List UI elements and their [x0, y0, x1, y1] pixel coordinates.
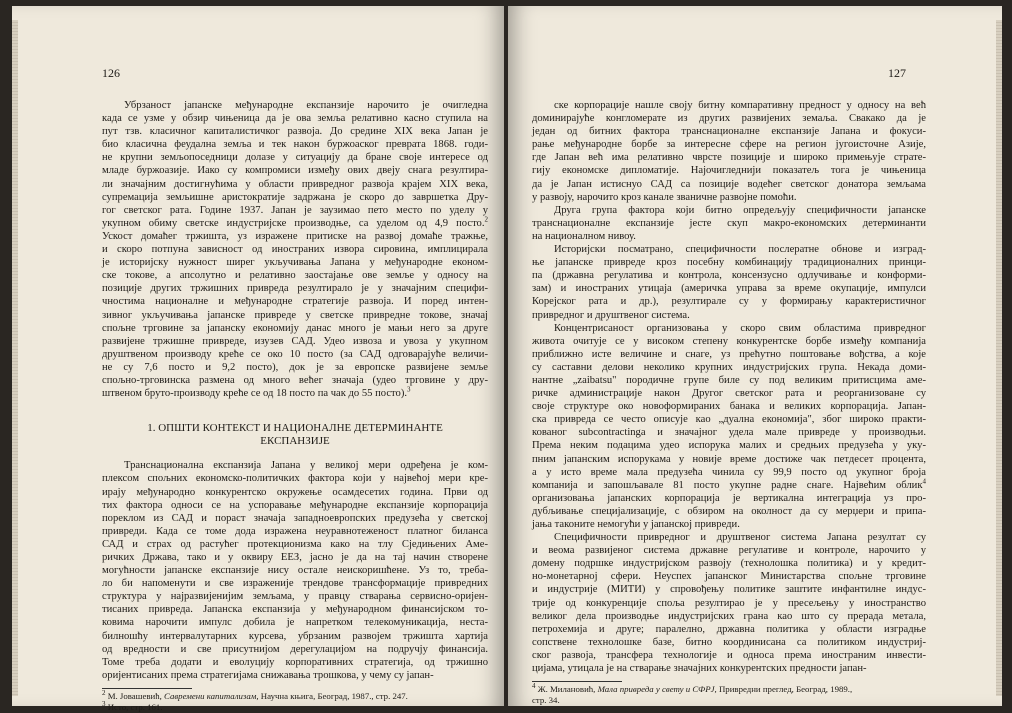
footnote: $^4$ Ж. Милановић, Мала привреда у свету и СФРЈ, Привредни преглед, Београд, 1989., [532, 682, 853, 695]
text-line: петрохемија и друге; паралелно, државна политика у области изградње [532, 623, 926, 635]
text-line: а у исто време мала предузећа чинила су 99,9 посто од укупног броја [532, 466, 926, 478]
text-line: доминирајуће конгломерате из других развијених земаља. Свакако да је [532, 113, 926, 125]
text-line: да је Јапан истиснуо САД са позиције водећег светског донатора земљама [532, 178, 926, 190]
text-line: један од битних фактора транснационалне експанзије Јапана и фокуси- [532, 126, 926, 138]
text-line: оријентисаних према стратегијама снижавања трошкова, у чему су јапан- [102, 669, 434, 681]
heading-line: 1. ОПШТИ КОНТЕКСТ И НАЦИОНАЛНЕ ДЕТЕРМИНАНТЕ [147, 422, 443, 435]
text-line: где Јапан већ има релативно чврсте позиције и широко примењује страте- [532, 152, 926, 164]
text-line: не крупни земљопоседници долазе у ситуацију да бране своје интересе од [102, 152, 488, 164]
text-line: чностима националне и међународне стратегије развоја. И поред интен- [102, 296, 488, 308]
footnote: $^2$ М. Јовашевић, Савремени капитализам, Научна књига, Београд, 1987., стр. 247. [102, 689, 408, 701]
text-line: и скоро потпуна зависност од иностраних извора сировина, имплицирала [102, 244, 488, 256]
text-line: сопствене технолошке базе, битно координисана са политиком индустриј- [532, 636, 926, 648]
text-line: живота очитује се у високом степену конкурентске борбе између компанија [532, 335, 926, 347]
text-line: у развоју, нарочито кроз канале званичне развојне помоћи. [532, 191, 797, 203]
text-line: и веома развијеног система државне регулативе и контроле, нарочито у [532, 545, 926, 557]
footnote-marker: 4 [922, 477, 926, 486]
page-edge [12, 20, 18, 696]
text-line: спољне трговине за јапанску економију данас много је мањи него за друге [102, 322, 488, 334]
text-line: укупном обиму светске индустријске производње, са уделом од 4,9 посто.$^2$ [102, 215, 488, 229]
text-line: САД и страх од растућег протекционизма како на тлу Сједињених Аме- [102, 538, 488, 550]
text-line: Томе треба додати и еволуцију корпоративних стратегија, од тржишно [102, 656, 488, 668]
text-line: ирају међународно конкурентско окружење осамдесетих година. Први од [102, 486, 488, 498]
text-line: ске корпорације нашле своју битну компаративну предност у односу на већ [554, 100, 926, 111]
text-line: младе буржоазије. Иако су компромиси између ових двеју снага резултира- [102, 165, 488, 177]
text-line: рање међународне борбе за интересне сфере на регион југоисточне Азије, [532, 139, 926, 151]
page-number-left: 126 [102, 66, 120, 80]
footnote: стр. 34. [532, 695, 560, 706]
section-heading [102, 422, 488, 448]
text-line: супремација земљишне аристократије задржана је скоро до завршетка Дру- [102, 191, 488, 203]
paragraph [532, 243, 926, 322]
text-line: приближно исте величине и снаге, уз прећутно поштовање вођства, а које [532, 348, 926, 360]
text-line: када се узме у обзир чињеница да је ова земља релативно касно ступила на [102, 113, 488, 125]
text-line: и индустрије (МИТИ) у спровођењу политике заштите инфантилне индус- [532, 584, 926, 596]
footnote-rule [102, 688, 192, 689]
text-line: друштвеном производу креће се око 10 посто (за САД одговарајуће величи- [102, 348, 488, 360]
page-number-right: 127 [888, 66, 906, 80]
text-line: спољно-трговинска размена од много већег значаја (удео трговине у дру- [102, 374, 488, 386]
text-line: Ускост домаћег тржишта, уз изражене притиске на развој домаће тражње, [102, 230, 488, 242]
text-line: ли значајним достигнућима у области привредног развоја крајем XIX века, [102, 178, 488, 190]
text-line: јања таконите немогући у јапанској привреди. [532, 519, 740, 530]
left-page [12, 6, 504, 712]
text-line: пут тзв. класичног капиталистичког развоја. До средине XIX века Јапан је [102, 126, 488, 138]
paragraph [102, 99, 488, 400]
text-line: нантне „zaibatsu" породичне групе биле су под великим притисцима аме- [532, 374, 926, 386]
text-line: развијене тржишне привреде, изузев САД. Удео извоза и увоза у укупном [102, 335, 488, 347]
text-line: су саставни делови неколико крупних индустријских група. Некада доми- [532, 361, 926, 373]
text-line: Корејског рата и др.), резултирале су у формирању карактеристичног [532, 296, 926, 308]
text-line: компанија и запошљавале 81 посто укупне радне снаге. Највећим облик$^4$ [532, 477, 926, 491]
heading-line: ЕКСПАНЗИЈЕ [260, 435, 330, 448]
footnote: $^3$ Исто, стр. 161. [102, 700, 163, 712]
text-line: пним јапанским испорукама у новије време достиже чак петдесет процента, [532, 453, 926, 465]
text-line: ло би напоменути и све израженије трендове трансформације привредних [102, 578, 488, 590]
paragraph [532, 204, 926, 243]
right-page [508, 6, 1002, 706]
text-line: структура у најразвијенијим земљама, у правцу стварања сервисно-оријен- [102, 591, 488, 603]
footnote-marker: 3 [407, 385, 411, 394]
text-line: могућности јапанске експанзије нису остале неискоришћене. Уз то, треба- [102, 565, 488, 577]
text-line: ковима нарочити импулс добила је напретком телекомуникација, неста- [102, 617, 488, 629]
text-line: ричких Држава, тако и у оквиру ЕЕЗ, јасно је да на тај начин створене [102, 552, 488, 563]
text-line: кованог subcontractinga и значајног удела мале привреде у производњи. [532, 427, 926, 439]
text-line: не су 7,6 посто и 9,2 посто), док је за европске развијене земље [102, 361, 488, 373]
text-line: од вредности и све присутнијом дерегулацијом на подручју финансија. [102, 643, 488, 655]
right-page-body [532, 99, 926, 706]
text-line: ска привреда се често описује као „дуална економија", због широко практи- [532, 414, 926, 426]
text-line: организовања јапанских корпорација је вертикална интеграција уз про- [532, 492, 926, 504]
text-line: дубљивање специјализације, с обзиром на околност да су мерџери и припа- [532, 505, 926, 517]
paragraph [532, 99, 926, 204]
footnote-rule [532, 681, 622, 682]
text-line: но-монетарној сфери. Неуспех јапанског Министарства спољне трговине [532, 571, 926, 583]
text-line: великог дела производње индустријских грана као што су прерада метала, [532, 610, 926, 622]
text-line: домену подршке индустријском развоју (технолошка политика) и у кредит- [532, 558, 926, 570]
text-line: Према неким подацима удео испорука малих и средњих предузећа у уку- [532, 440, 926, 452]
text-line: цијама, утицала је на стварање значајних конкурентских предности јапан- [532, 663, 867, 675]
text-line: Специфичности привредног и друштвеног система Јапана резултат су [554, 532, 926, 544]
text-line: тисаних привреда. Јапанска експанзија у међународном финансијском то- [102, 604, 488, 616]
text-line: је историјску нужност ширег укључивања Јапана у међународне економ- [102, 257, 488, 269]
text-line: Историјски посматрано, специфичности послератне обнове и изград- [554, 244, 926, 256]
text-line: позиције других тржишних привреда резултирало је у значајним специфи- [102, 283, 488, 295]
text-line: ског развоја, трансфера технологије и односа према иностраним инвести- [532, 649, 926, 661]
text-line: ричке администрације након Другог светског рата и реорганизоване су [532, 388, 926, 400]
text-line: своје структуре око новоформираних банака и великих корпорација. Јапан- [532, 401, 926, 413]
text-line: гог светског рата. Године 1937. Јапан је заузимао пето место по уделу у [102, 204, 488, 216]
footnote-marker: 2 [484, 215, 488, 224]
text-line: пореклом из САД и пораст значаја западноевропских предузећа у светској [102, 512, 488, 524]
text-line: Концентрисаност организовања у скоро свим областима привредног [554, 322, 926, 334]
page-edge [996, 20, 1002, 696]
text-line: привредног и друштвеног система. [532, 309, 690, 321]
paragraph [532, 322, 926, 532]
text-line: трије од конкуренције споља резултирао је у пресељењу у иностранство [532, 597, 926, 609]
text-line: Транснационална експанзија Јапана у великој мери одређена је ком- [124, 460, 488, 472]
text-line: тих фактора односи се на успоравање међународне експанзије корпорација [102, 499, 488, 511]
text-line: био класична феудална земља и тек након буржоаског преврата 1868. годи- [102, 139, 488, 151]
text-line: ње јапанске привреде кроз посебну комбинацију традиционалних принци- [532, 257, 926, 269]
text-line: билношћу интервалутарних курсева, убрзаним развојем тржишта хартија [102, 630, 488, 642]
text-line: на националном нивоу. [532, 230, 636, 242]
text-line: привреди. Када се томе дода изражена неуравнотеженост платног биланса [102, 525, 488, 537]
text-line: транснационалне експанзије јесте скуп макро-економских детерминанти [532, 217, 926, 229]
left-page-body [102, 99, 488, 713]
text-line: Друга група фактора који битно опредељују специфичности јапанске [554, 204, 926, 216]
text-line: зам) и иностраних утицаја (америчка управа за време окупације, импулси [532, 283, 926, 295]
text-line: штвеном бруто-производу креће се од 18 посто па чак до 55 посто).$^3$ [102, 385, 411, 400]
paragraph [532, 531, 926, 675]
text-line: па (државна регулатива и контрола, консензусно одлучивање и конформи- [532, 270, 926, 282]
paragraph [102, 459, 488, 682]
text-line: Убрзаност јапанске међународне експанзије нарочито је очигледна [124, 100, 488, 111]
text-line: зивног укључивања јапанске привреде у светске привредне токове, значај [102, 309, 488, 321]
text-line: гију економске дипломатије. Најочигледнији показатељ тога је чињеница [532, 165, 926, 177]
text-line: плексом спољних економско-политичких фактора који у највећој мери кре- [102, 473, 488, 485]
text-line: ске токове, а апсолутно и релативно заостајање ове земље у односу на [102, 270, 488, 282]
